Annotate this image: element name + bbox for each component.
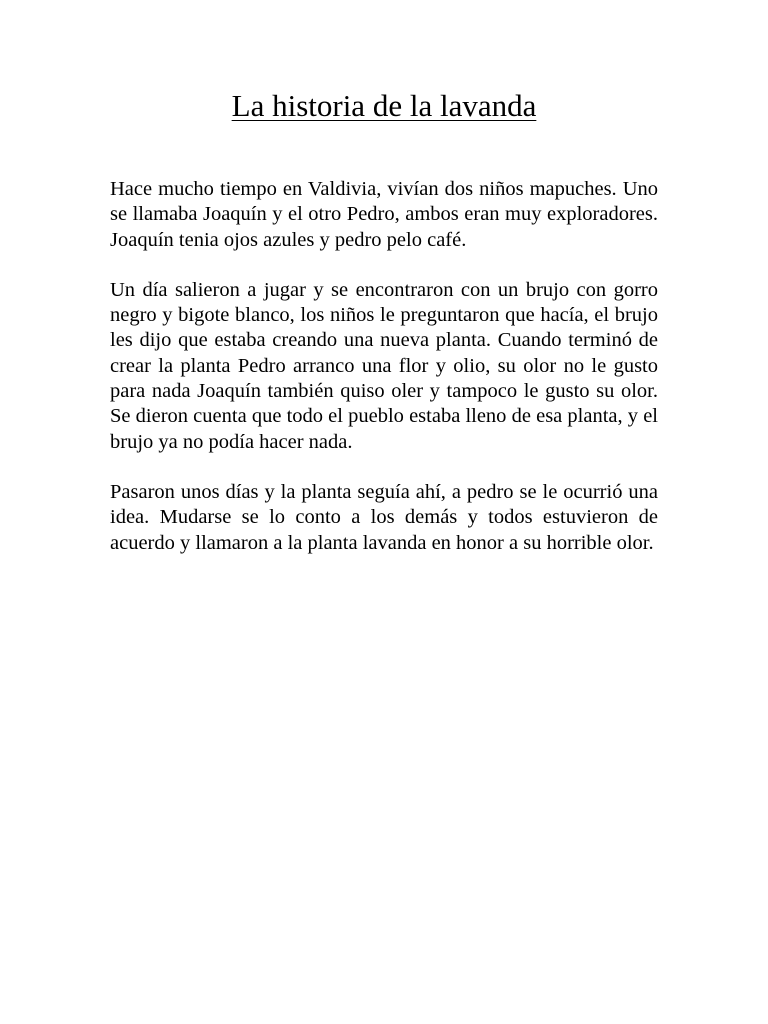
paragraph-2: Un día salieron a jugar y se encontraron con un brujo con gorro negro y bigote blanco, los niños le preguntaron que hacía, el brujo les dijo que estaba creando una nueva planta. Cuando terminó de crear la planta Pedro arranco una flor y olio, su olor no le gusto para nada Joaquín también quiso oler y tampoco le gusto su olor. Se dieron cuenta que todo el pueblo estaba lleno de esa planta, y el brujo ya no podía hacer nada.: [110, 278, 658, 453]
paragraph-1: Hace mucho tiempo en Valdivia, vivían dos niños mapuches. Uno se llamaba Joaquín y el otro Pedro, ambos eran muy exploradores. Joaquín tenia ojos azules y pedro pelo café.: [110, 178, 658, 251]
document-title: La historia de la lavanda: [231, 88, 537, 123]
paragraph-3: Pasaron unos días y la planta seguía ahí, a pedro se le ocurrió una idea. Mudarse se lo conto a los demás y todos estuvieron de acuerdo y llamaron a la planta lavanda en honor a su horrible olor.: [110, 480, 658, 554]
document-body: [110, 177, 658, 581]
